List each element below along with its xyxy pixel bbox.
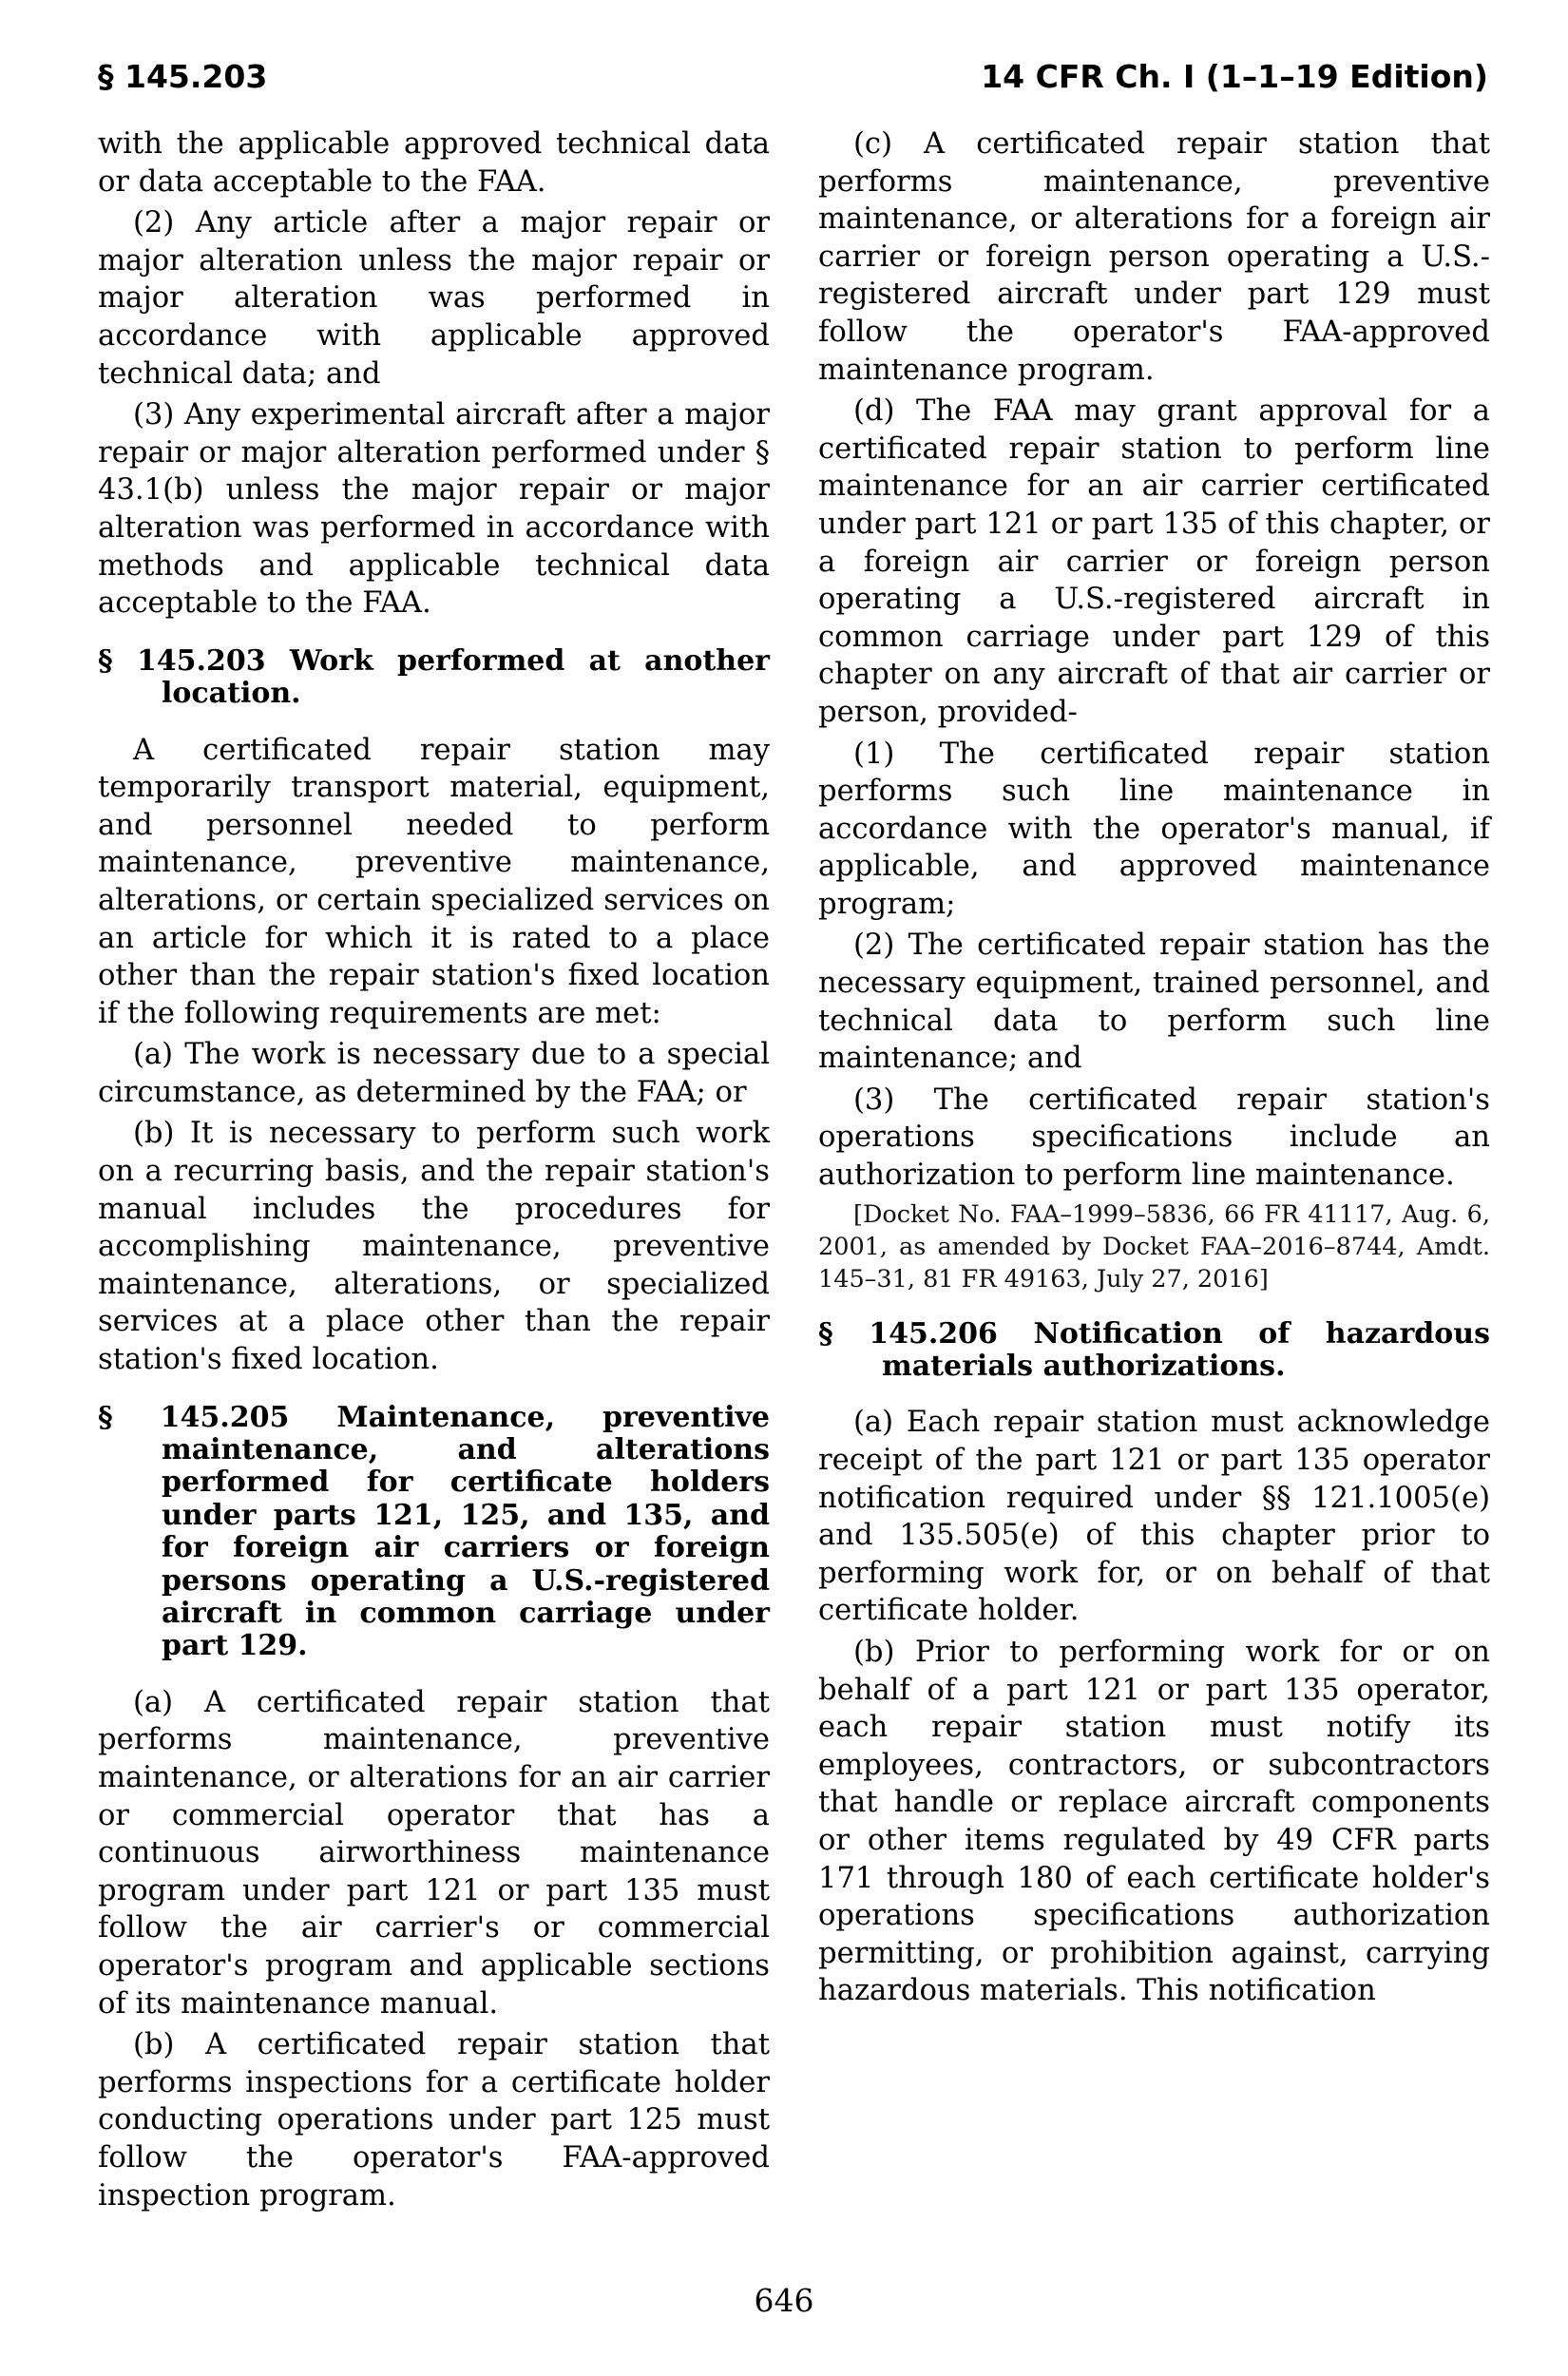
- paragraph: (b) A certificated repair station that performs inspections for a certificate holder conducting operations under part 125 must follow the operator's FAA-approved inspection program.: [98, 2028, 770, 2213]
- paragraph: A certificated repair station may temporarily transport material, equipment, and personnel needed to perform maintenance, preventive maintenance, alterations, or certain specialized services on an article for which it is rated to a place other than the repair station's fixed location if the following requirements are met:: [98, 733, 770, 1030]
- paragraph: (3) Any experimental aircraft after a major repair or major alteration performed under § 43.1(b) unless the major repair or major alteration was performed in accordance with methods and applicable technical data acceptable to the FAA.: [98, 398, 770, 621]
- paragraph: (a) The work is necessary due to a special circumstance, as determined by the FAA; or: [98, 1038, 770, 1109]
- paragraph: (3) The certificated repair station's operations specifications include an authorization to perform line maintenance.: [818, 1083, 1490, 1193]
- paragraph: (c) A certificated repair station that performs maintenance, preventive maintenance, or alterations for a foreign air carrier or foreign person operating a U.S.-registered aircraft under part 129 must follow the operator's FAA-approved maintenance program.: [818, 127, 1490, 387]
- paragraph: with the applicable approved technical data or data acceptable to the FAA.: [98, 127, 770, 199]
- page-number: 646: [754, 2282, 814, 2319]
- section-heading: § 145.205 Maintenance, preventive maintenance, and alterations performed for certificate holders under parts 121, 125, and 135, and for foreign air carriers or foreign persons operating a U.S.-registered aircraft in common carriage under part 129.: [98, 1400, 770, 1663]
- paragraph: (2) The certificated repair station has the necessary equipment, trained personnel, and technical data to perform such line maintenance; and: [818, 929, 1490, 1076]
- section-heading: § 145.206 Notification of hazardous materials authorizations.: [818, 1316, 1490, 1384]
- paragraph: (a) Each repair station must acknowledge receipt of the part 121 or part 135 operator notification required under §§ 121.1005(e) and 135.505(e) of this chapter prior to performing work for, or on behalf of that certificate holder.: [818, 1406, 1490, 1628]
- header-edition: 14 CFR Ch. I (1–1–19 Edition): [981, 57, 1488, 95]
- paragraph: (d) The FAA may grant approval for a certificated repair station to perform line maintenance for an air carrier certificated under part 121 or part 135 of this chapter, or a foreign air carrier or foreign person operating a U.S.-registered aircraft in common carriage under part 129 of this chapter on any aircraft of that air carrier or person, provided-: [818, 394, 1490, 729]
- source-note: [Docket No. FAA–1999–5836, 66 FR 41117, Aug. 6, 2001, as amended by Docket FAA–2016–8744, Amdt. 145–31, 81 FR 49163, July 27, 2016]: [818, 1199, 1490, 1293]
- left-column: [98, 125, 770, 2214]
- running-header: [98, 55, 1488, 97]
- section-heading: § 145.203 Work performed at another location.: [98, 643, 770, 711]
- paragraph: (1) The certificated repair station performs such line maintenance in accordance with the operator's manual, if applicable, and approved maintenance program;: [818, 737, 1490, 921]
- paragraph: (b) It is necessary to perform such work on a recurring basis, and the repair station's manual includes the procedures for accomplishing maintenance, preventive maintenance, alterations, or specialized services at a place other than the repair station's fixed location.: [98, 1117, 770, 1377]
- paragraph: (a) A certificated repair station that performs maintenance, preventive maintenance, or alterations for an air carrier or commercial operator that has a continuous airworthiness maintenance program under part 121 or part 135 must follow the air carrier's or commercial operator's program and applicable sections of its maintenance manual.: [98, 1685, 770, 2021]
- paragraph: (2) Any article after a major repair or major alteration unless the major repair or major alteration was performed in accordance with applicable approved technical data; and: [98, 206, 770, 391]
- paragraph: (b) Prior to performing work for or on behalf of a part 121 or part 135 operator, each repair station must notify its employees, contractors, or subcontractors that handle or replace aircraft components or other items regulated by 49 CFR parts 171 through 180 of each certificate holder's operations specifications authorization permitting, or prohibition against, carrying hazardous materials. This notification: [818, 1636, 1490, 2008]
- right-column: [818, 125, 1490, 2010]
- header-section: § 145.203: [98, 57, 268, 95]
